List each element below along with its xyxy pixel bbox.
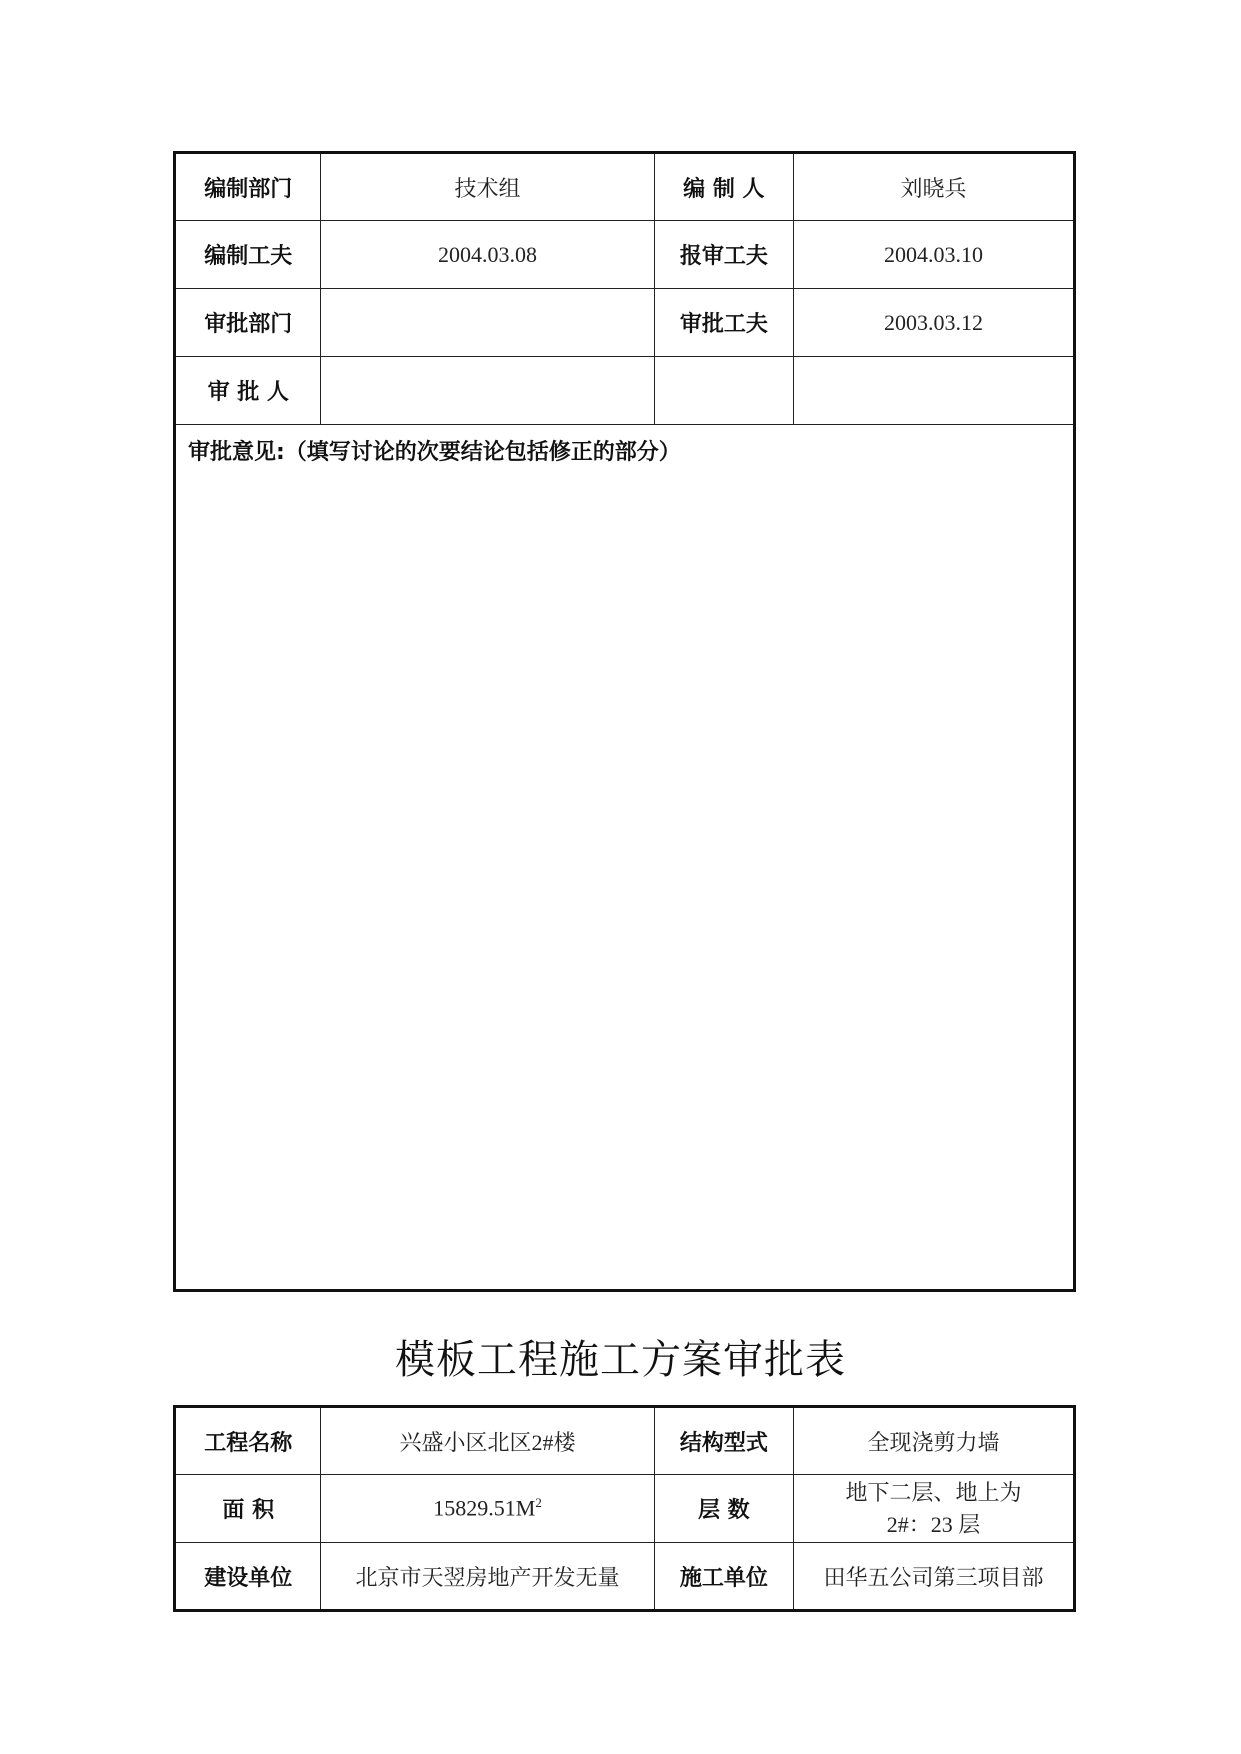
approval-dept-value xyxy=(321,289,654,357)
client-label: 建设单位 xyxy=(175,1543,321,1611)
area-number: 15829.51M xyxy=(433,1495,536,1521)
floors-value xyxy=(794,1475,1075,1543)
approval-date-label: 审批工夫 xyxy=(654,289,793,357)
prepared-date-value: 2004.03.08 xyxy=(321,221,654,289)
approver-label: 审 批 人 xyxy=(175,357,321,425)
submit-date-value: 2004.03.10 xyxy=(794,221,1075,289)
floors-value-line1: 地下二层、地上为 xyxy=(845,1479,1022,1505)
preparer-value: 刘晓兵 xyxy=(794,153,1075,221)
structure-type-label: 结构型式 xyxy=(654,1407,793,1475)
structure-type-value: 全现浇剪力墙 xyxy=(794,1407,1075,1475)
project-name-label: 工程名称 xyxy=(175,1407,321,1475)
opinion-area xyxy=(175,425,1075,1291)
client-value: 北京市天翌房地产开发无量 xyxy=(321,1543,654,1611)
approver-value xyxy=(321,357,654,425)
table-row xyxy=(175,1407,1075,1475)
prepared-dept-label: 编制部门 xyxy=(175,153,321,221)
table-row xyxy=(175,289,1075,357)
floors-value-line2: 2#：23 层 xyxy=(886,1511,981,1537)
table-row xyxy=(175,153,1075,221)
submit-date-label: 报审工夫 xyxy=(654,221,793,289)
table-row xyxy=(175,425,1075,1291)
approval-table xyxy=(173,151,1076,1292)
project-info-table xyxy=(173,1405,1076,1612)
opinion-label: 审批意见:（填写讨论的次要结论包括修正的部分） xyxy=(188,440,681,465)
prepared-dept-value: 技术组 xyxy=(321,153,654,221)
empty-cell xyxy=(654,357,793,425)
preparer-label: 编 制 人 xyxy=(654,153,793,221)
table-row xyxy=(175,357,1075,425)
table-row xyxy=(175,1475,1075,1543)
empty-cell xyxy=(794,357,1075,425)
approval-date-value: 2003.03.12 xyxy=(794,289,1075,357)
contractor-label: 施工单位 xyxy=(654,1543,793,1611)
prepared-date-label: 编制工夫 xyxy=(175,221,321,289)
area-unit-superscript: 2 xyxy=(535,1495,542,1511)
approval-dept-label: 审批部门 xyxy=(175,289,321,357)
document-title: 模板工程施工方案审批表 xyxy=(395,1337,846,1383)
table-row xyxy=(175,1543,1075,1611)
floors-label: 层 数 xyxy=(654,1475,793,1543)
area-value xyxy=(321,1475,654,1543)
project-name-value: 兴盛小区北区2#楼 xyxy=(321,1407,654,1475)
area-label: 面 积 xyxy=(175,1475,321,1543)
contractor-value: 田华五公司第三项目部 xyxy=(794,1543,1075,1611)
table-row xyxy=(175,221,1075,289)
